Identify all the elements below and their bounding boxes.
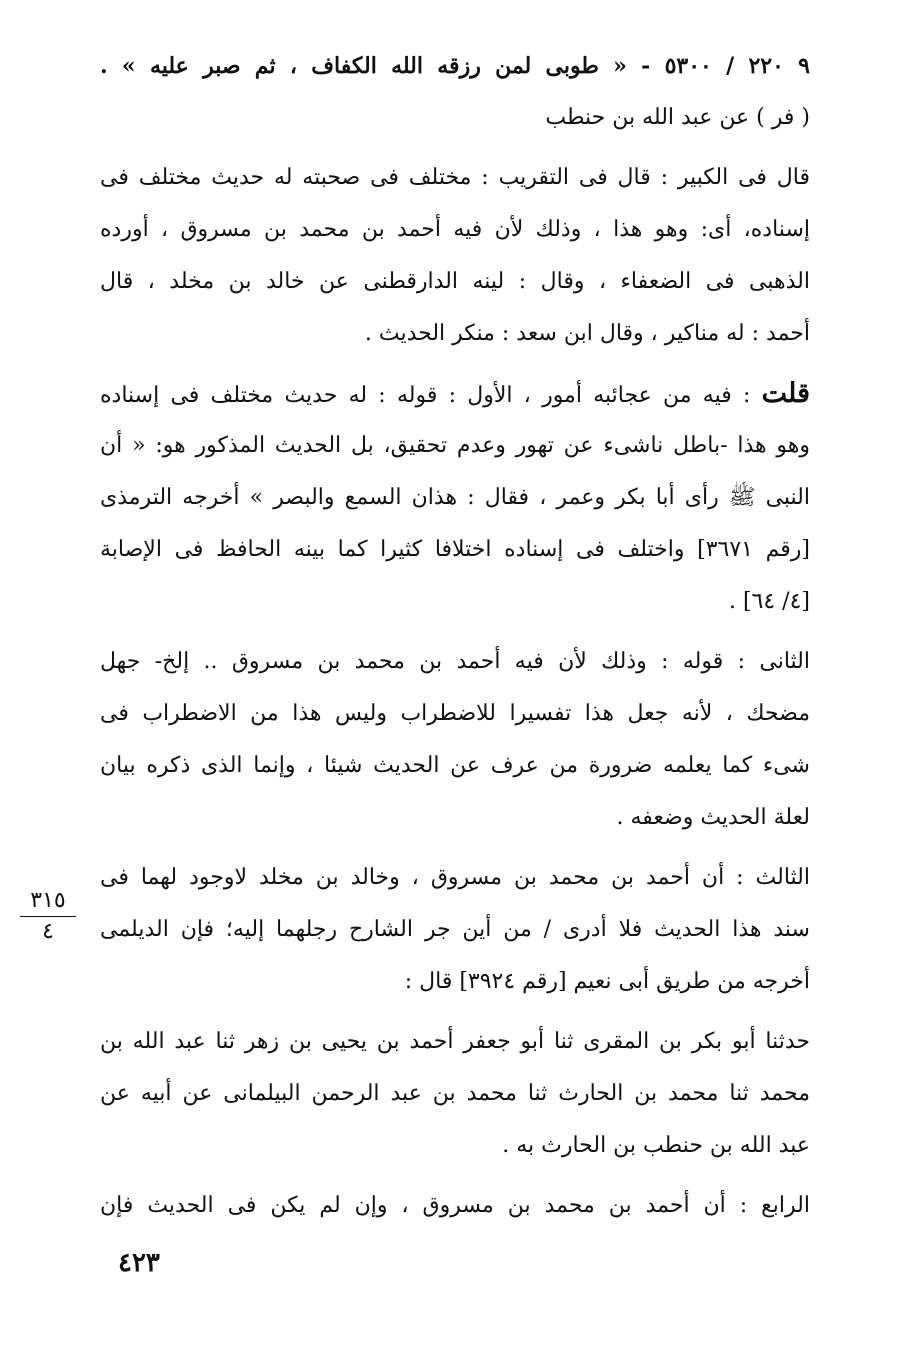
text-line: قال فى الكبير : قال فى التقريب : مختلف فى صحبته له حديث مختلف فى xyxy=(100,165,810,190)
text-line: [٤/ ٦٤] . xyxy=(728,589,810,614)
text-line: أحمد : له مناكير ، وقال ابن سعد : منكر الحديث . xyxy=(364,321,810,346)
margin-reference xyxy=(20,888,76,945)
paragraph-kabir-quote xyxy=(100,152,810,360)
text-line: [رقم ٣٦٧١] واختلف فى إسناده اختلافا كثيرا كما بينه الحافظ فى الإصابة xyxy=(100,537,810,562)
document-page xyxy=(100,40,810,1232)
text-line: الذهبى فى الضعفاء ، وقال : لينه الدارقطنى عن خالد بن مخلد ، قال xyxy=(100,269,810,294)
margin-reference-numerator: ٣١٥ xyxy=(20,888,76,917)
text-line: الثانى : قوله : وذلك لأن فيه أحمد بن محمد بن مسروق .. إلخ- جهل xyxy=(100,649,810,674)
paragraph-isnad xyxy=(100,1016,810,1172)
entry-heading-line: ٩ ٢٢٠ / ٥٣٠٠ - « طوبى لمن رزقه الله الكفاف ، ثم صبر عليه » . xyxy=(100,53,810,79)
paragraph-second-point xyxy=(100,636,810,844)
text-line: أخرجه من طريق أبى نعيم [رقم ٣٩٢٤] قال : xyxy=(404,969,810,994)
text-line: إسناده، أى: وهو هذا ، وذلك لأن فيه أحمد بن محمد بن مسروق ، أورده xyxy=(100,217,810,242)
text-line: الثالث : أن أحمد بن محمد بن مسروق ، وخالد بن مخلد لاوجود لهما فى xyxy=(100,865,810,890)
text-line: وهو هذا -باطل ناشىء عن تهور وعدم تحقيق، بل الحديث المذكور هو: « أن xyxy=(100,433,810,458)
paragraph-third-point xyxy=(100,852,810,1008)
text-line: محمد ثنا محمد بن الحارث ثنا محمد بن عبد الرحمن البيلمانى عن أبيه عن xyxy=(100,1081,810,1106)
text-line: سند هذا الحديث فلا أدرى / من أين جر الشارح رجلهما إليه؛ فإن الديلمى xyxy=(100,917,810,942)
page-number: ٤٢٣ xyxy=(118,1248,160,1278)
text-line: الرابع : أن أحمد بن محمد بن مسروق ، وإن لم يكن فى الحديث فإن xyxy=(100,1193,810,1218)
paragraph-fourth-point xyxy=(100,1180,810,1232)
paragraph-qultu xyxy=(100,368,810,628)
text-line: شىء كما يعلمه ضرورة من عرف عن الحديث شيئا ، وإنما الذى ذكره بيان xyxy=(100,753,810,778)
lead-word: قلت xyxy=(761,378,810,409)
text-line: قلت : فيه من عجائبه أمور ، الأول : قوله : له حديث مختلف فى إسناده xyxy=(100,378,810,409)
source-attribution: ( فر ) عن عبد الله بن حنطب xyxy=(545,105,810,130)
text-line: النبى ﷺ رأى أبا بكر وعمر ، فقال : هذان السمع والبصر » أخرجه الترمذى xyxy=(100,485,810,510)
text-line: حدثنا أبو بكر بن المقرى ثنا أبو جعفر أحمد بن يحيى بن زهر ثنا عبد الله بن xyxy=(100,1029,810,1054)
text-line-body: فيه من عجائبه أمور ، الأول : قوله : له حديث مختلف فى إسناده xyxy=(100,383,732,408)
margin-reference-denominator: ٤ xyxy=(42,919,54,944)
text-line: عبد الله بن حنطب بن الحارث به . xyxy=(502,1133,810,1158)
text-line: مضحك ، لأنه جعل هذا تفسيرا للاضطراب وليس هذا من الاضطراب فى xyxy=(100,701,810,726)
entry-heading xyxy=(100,40,810,144)
text-line: لعلة الحديث وضعفه . xyxy=(616,805,810,830)
